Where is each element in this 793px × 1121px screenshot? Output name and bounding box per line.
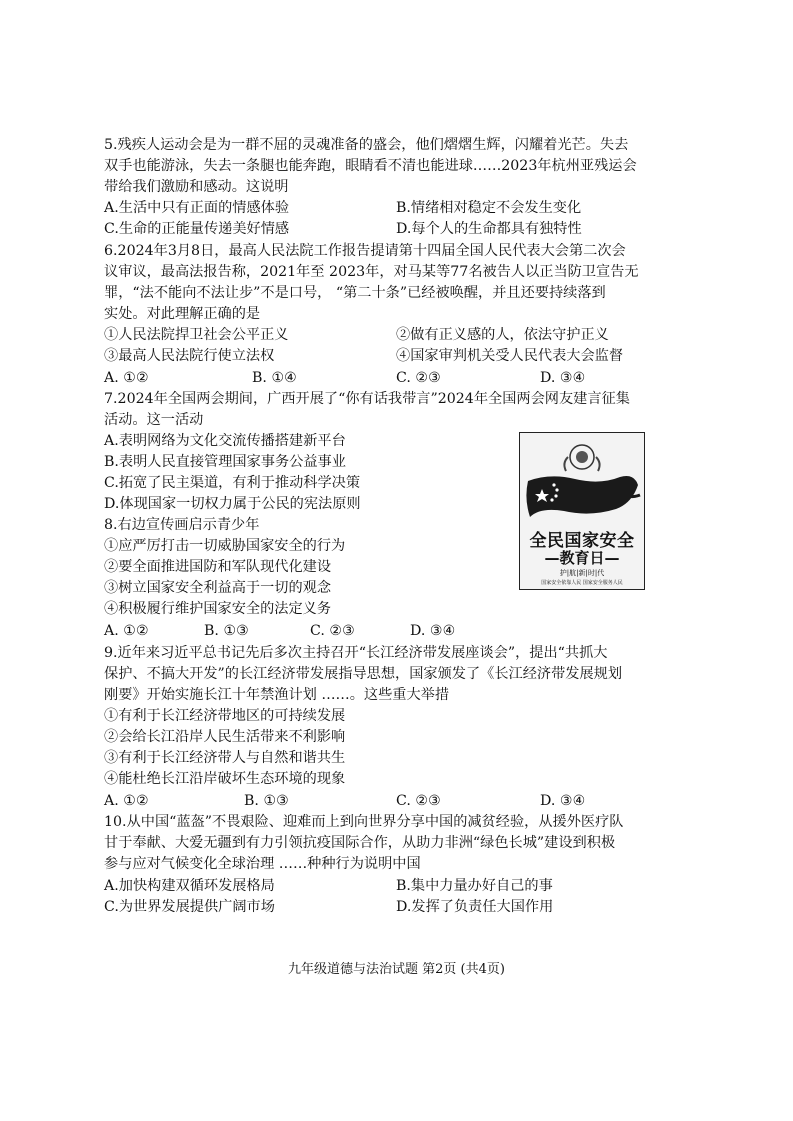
q9-item-1: ①有利于长江经济带地区的可持续发展	[104, 708, 346, 724]
q7-option-d: D.体现国家一切权力属于公民的宪法原则	[104, 496, 361, 512]
emblem-center	[576, 451, 588, 463]
q10-option-a: A.加快构建双循环发展格局	[104, 878, 275, 894]
q10-option-c: C.为世界发展提供广阔市场	[104, 899, 275, 915]
q8-item-3: ③树立国家安全利益高于一切的观念	[104, 580, 332, 596]
q10-option-b: B.集中力量办好自己的事	[396, 878, 553, 894]
q7-stem-line-2: 活动。这一活动	[104, 412, 204, 428]
q6-item-1: ①人民法院捍卫社会公平正义	[104, 327, 289, 343]
poster-title: 全民国家安全	[529, 531, 635, 551]
q6-item-4: ④国家审判机关受人民代表大会监督	[396, 348, 624, 364]
q6-stem-line-1: 6.2024年3月8日，最高人民法院工作报告提请第十四届全国人民代表大会第二次会	[104, 243, 626, 259]
q10-stem-line-1: 10.从中国“蓝盔”不畏艰险、迎难而上到向世界分享中国的减贫经验，从援外医疗队	[104, 814, 624, 830]
q7-option-b: B.表明人民直接管理国家事务公益事业	[104, 454, 346, 470]
q8-item-4: ④积极履行维护国家安全的法定义务	[104, 601, 332, 617]
q5-stem-line-1: 5.残疾人运动会是为一群不屈的灵魂准备的盛会，他们熠熠生辉，闪耀着光芒。失去	[104, 137, 629, 153]
poster-subtitle: —教育日—	[544, 549, 620, 567]
q8-item-1: ①应严厉打击一切威胁国家安全的行为	[104, 538, 346, 554]
q7-option-c: C.拓宽了民主渠道，有利于推动科学决策	[104, 475, 361, 491]
q9-stem-line-2: 保护、不搞大开发”的长江经济带发展指导思想，国家颁发了《长江经济带发展规划	[104, 666, 623, 682]
q6-choice-a: A. ①②	[104, 370, 149, 386]
small-star-icon	[555, 488, 558, 491]
q8-choice-b: B. ①③	[204, 623, 249, 639]
q6-item-2: ②做有正义感的人，依法守护正义	[396, 327, 609, 343]
q5-stem-line-2: 双手也能游泳，失去一条腿也能奔跑，眼睛看不清也能进球……2023年杭州亚残运会	[104, 158, 637, 174]
q9-stem-line-1: 9.近年来习近平总书记先后多次主持召开“长江经济带发展座谈会”，提出“共抓大	[104, 645, 608, 661]
national-security-poster	[519, 432, 645, 590]
q8-item-2: ②要全面推进国防和军队现代化建设	[104, 559, 332, 575]
q8-choice-a: A. ①②	[104, 623, 149, 639]
q9-choice-b: B. ①③	[244, 793, 289, 809]
q10-option-d: D.发挥了负责任大国作用	[396, 899, 554, 915]
q9-item-2: ②会给长江沿岸人民生活带来不利影响	[104, 729, 346, 745]
q6-choice-d: D. ③④	[540, 370, 586, 386]
q10-stem-line-2: 甘于奉献、大爱无疆到有力引领抗疫国际合作，从助力非洲“绿色长城”建设到积极	[104, 835, 616, 851]
q6-choice-c: C. ②③	[396, 370, 441, 386]
page-footer: 九年级道德与法治试题 第2页 (共4页)	[288, 962, 505, 977]
q7-option-a: A.表明网络为文化交流传播搭建新平台	[104, 433, 346, 449]
q6-item-3: ③最高人民法院行使立法权	[104, 348, 275, 364]
q9-choice-d: D. ③④	[540, 793, 586, 809]
q9-choice-c: C. ②③	[396, 793, 441, 809]
small-star-icon	[554, 494, 557, 497]
q7-stem-line-1: 7.2024年全国两会期间，广西开展了“你有话我带言”2024年全国两会网友建言征集	[104, 391, 630, 407]
q6-choice-b: B. ①④	[252, 370, 297, 386]
q9-item-4: ④能杜绝长江沿岸破坏生态环境的现象	[104, 771, 346, 787]
q8-choice-d: D. ③④	[410, 623, 456, 639]
q8-choice-c: C. ②③	[310, 623, 355, 639]
poster-slogan: 护|航|新|时|代	[559, 569, 605, 577]
q6-stem-line-2: 议审议，最高法报告称，2021年至 2023年，对马某等77名被告人以正当防卫宣告无	[104, 264, 639, 280]
q10-stem-line-3: 参与应对气候变化全球治理 ……种种行为说明中国	[104, 856, 421, 872]
q9-item-3: ③有利于长江经济带人与自然和谐共生	[104, 750, 346, 766]
q8-stem-line-1: 8.右边宣传画启示青少年	[104, 517, 260, 533]
q5-option-c: C.生命的正能量传递美好情感	[104, 221, 290, 237]
q5-option-a: A.生活中只有正面的情感体验	[104, 200, 290, 216]
q5-option-d: D.每个人的生命都具有独特性	[396, 221, 582, 237]
small-star-icon	[550, 498, 553, 501]
q6-stem-line-3: 罪，“法不能向不法让步”不是口号， “第二十条”已经被唤醒，并且还要持续落到	[104, 285, 606, 301]
q5-stem-line-3: 带给我们激励和感动。这说明	[104, 179, 289, 195]
small-star-icon	[552, 483, 555, 486]
poster-footer: 国家安全依靠人民 国家安全服务人民	[541, 580, 623, 586]
q5-option-b: B.情绪相对稳定不会发生变化	[396, 200, 582, 216]
q9-choice-a: A. ①②	[104, 793, 149, 809]
q6-stem-line-4: 实处。对此理解正确的是	[104, 306, 261, 322]
q9-stem-line-3: 刚要》开始实施长江十年禁渔计划 ……。这些重大举措	[104, 687, 450, 703]
